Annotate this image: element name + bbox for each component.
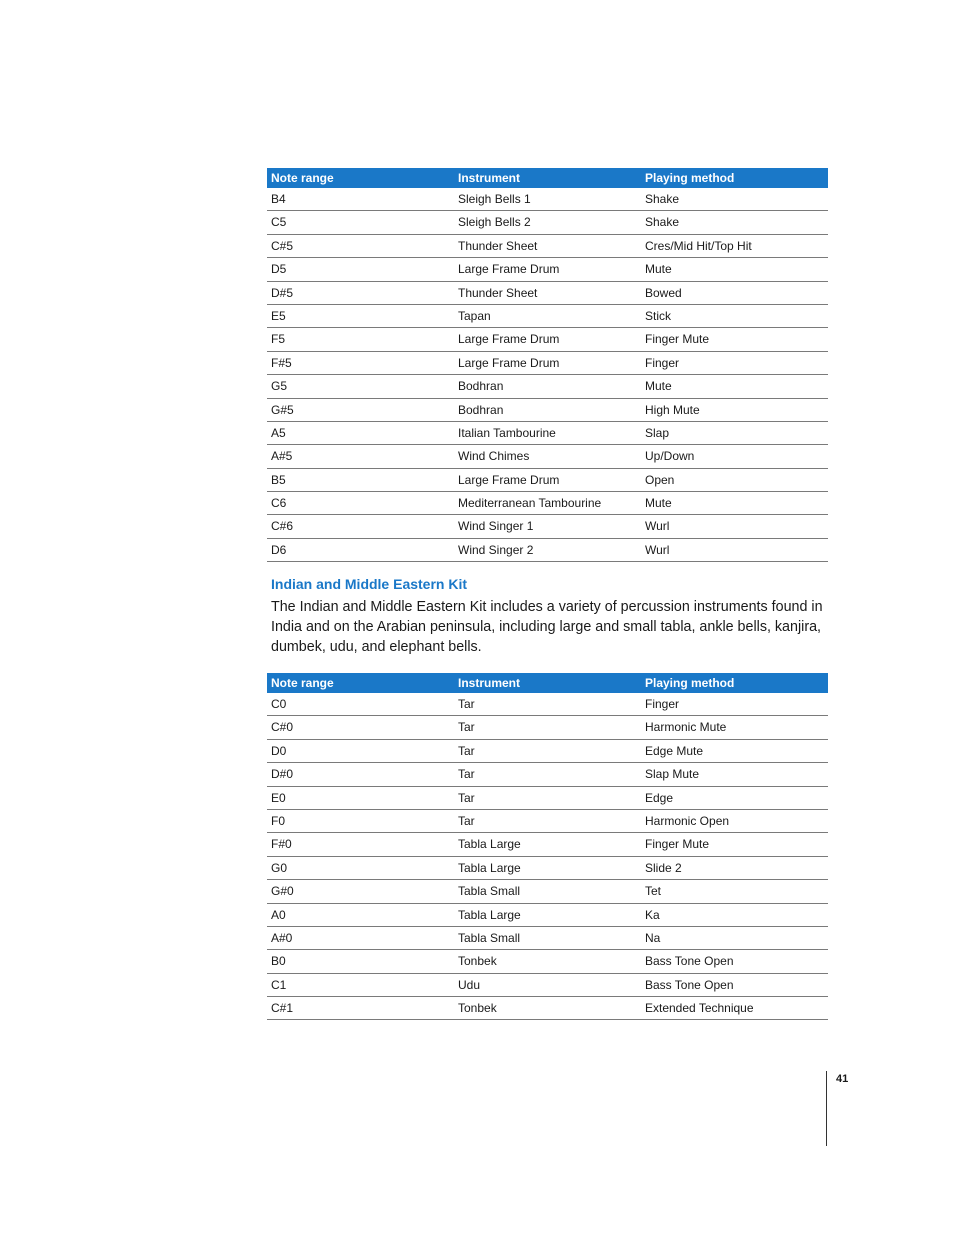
cell-instrument: Thunder Sheet	[458, 285, 538, 300]
table-row	[267, 880, 828, 903]
table-row	[267, 469, 828, 492]
cell-note-range: G0	[271, 860, 288, 875]
page-rule	[826, 1071, 827, 1146]
cell-instrument: Bodhran	[458, 379, 504, 394]
table-header	[267, 168, 828, 188]
cell-note-range: A#0	[271, 930, 293, 945]
cell-instrument: Wind Chimes	[458, 449, 530, 464]
cell-instrument: Tapan	[458, 308, 491, 323]
page-number: 41	[836, 1073, 849, 1085]
table-row	[267, 950, 828, 973]
cell-note-range: C0	[271, 697, 287, 711]
table-row	[267, 810, 828, 833]
cell-note-range: G#0	[271, 884, 294, 899]
cell-playing-method: Slap Mute	[645, 767, 700, 782]
cell-instrument: Large Frame Drum	[458, 262, 560, 277]
cell-note-range: C1	[271, 977, 287, 992]
cell-note-range: G5	[271, 379, 288, 394]
table-row	[267, 445, 828, 468]
header-instrument: Instrument	[458, 171, 521, 185]
table-row	[267, 328, 828, 351]
header-instrument: Instrument	[458, 676, 521, 690]
table-row	[267, 282, 828, 305]
cell-note-range: F#5	[271, 355, 292, 370]
table-row	[267, 857, 828, 880]
table-header	[267, 673, 828, 693]
cell-playing-method: Bass Tone Open	[645, 977, 734, 992]
table-row	[267, 188, 828, 211]
table-row	[267, 515, 828, 538]
note-table-1	[267, 168, 828, 562]
header-note-range: Note range	[271, 676, 334, 690]
cell-playing-method: Mute	[645, 379, 672, 394]
cell-playing-method: Slide 2	[645, 860, 682, 875]
cell-instrument: Large Frame Drum	[458, 472, 560, 487]
cell-playing-method: Wurl	[645, 542, 670, 557]
table-row	[267, 927, 828, 950]
section-body: The Indian and Middle Eastern Kit includes a variety of percussion instruments found in India and on the Arabian peninsula, including large and small tabla, ankle bells, kanjira, dumbek, udu, and elephant bells.	[271, 599, 823, 655]
header-playing-method: Playing method	[645, 171, 735, 185]
cell-playing-method: Stick	[645, 308, 672, 323]
cell-note-range: E5	[271, 308, 286, 323]
cell-note-range: D#0	[271, 767, 294, 782]
cell-playing-method: Shake	[645, 192, 680, 206]
cell-playing-method: Mute	[645, 262, 672, 277]
table-row	[267, 904, 828, 927]
cell-playing-method: Extended Technique	[645, 1001, 754, 1016]
cell-playing-method: Tet	[645, 884, 662, 899]
table-row	[267, 997, 828, 1020]
cell-instrument: Tar	[458, 720, 475, 735]
cell-instrument: Tar	[458, 813, 475, 828]
cell-instrument: Tar	[458, 767, 475, 782]
table-row	[267, 716, 828, 739]
cell-instrument: Large Frame Drum	[458, 332, 560, 347]
table-row	[267, 375, 828, 398]
cell-instrument: Sleigh Bells 2	[458, 215, 531, 230]
table-row	[267, 258, 828, 281]
cell-note-range: B0	[271, 954, 286, 969]
cell-instrument: Thunder Sheet	[458, 238, 538, 253]
table-row	[267, 763, 828, 786]
section-heading: Indian and Middle Eastern Kit	[271, 576, 468, 592]
cell-instrument: Tabla Small	[458, 930, 521, 945]
cell-note-range: C5	[271, 215, 287, 230]
cell-instrument: Tabla Small	[458, 884, 521, 899]
cell-instrument: Sleigh Bells 1	[458, 192, 531, 206]
cell-playing-method: Open	[645, 472, 675, 487]
cell-playing-method: Mute	[645, 496, 672, 511]
header-playing-method: Playing method	[645, 676, 735, 690]
cell-instrument: Tar	[458, 743, 475, 758]
header-note-range: Note range	[271, 171, 334, 185]
cell-note-range: A#5	[271, 449, 293, 464]
cell-playing-method: Wurl	[645, 519, 670, 534]
table-row	[267, 399, 828, 422]
cell-playing-method: Na	[645, 930, 661, 945]
cell-playing-method: Harmonic Mute	[645, 720, 727, 735]
cell-playing-method: Harmonic Open	[645, 813, 730, 828]
table-row	[267, 211, 828, 234]
cell-instrument: Tabla Large	[458, 837, 521, 852]
cell-playing-method: Up/Down	[645, 449, 695, 464]
cell-instrument: Large Frame Drum	[458, 355, 560, 370]
table-row	[267, 833, 828, 856]
cell-instrument: Mediterranean Tambourine	[458, 496, 602, 511]
cell-instrument: Wind Singer 1	[458, 519, 534, 534]
cell-note-range: E0	[271, 790, 286, 805]
cell-instrument: Tabla Large	[458, 860, 521, 875]
cell-playing-method: Cres/Mid Hit/Top Hit	[645, 238, 752, 253]
table-row	[267, 422, 828, 445]
table-row	[267, 235, 828, 258]
cell-playing-method: Shake	[645, 215, 680, 230]
cell-instrument: Tar	[458, 790, 475, 805]
table-row	[267, 492, 828, 515]
cell-playing-method: Bass Tone Open	[645, 954, 734, 969]
cell-note-range: D6	[271, 542, 287, 557]
table-row	[267, 787, 828, 810]
table-row	[267, 693, 828, 716]
cell-instrument: Italian Tambourine	[458, 425, 556, 440]
cell-note-range: D0	[271, 743, 287, 758]
cell-playing-method: Edge Mute	[645, 743, 704, 758]
cell-note-range: C#0	[271, 720, 294, 735]
table-row	[267, 539, 828, 562]
table-row	[267, 740, 828, 763]
table-row	[267, 974, 828, 997]
cell-playing-method: Bowed	[645, 285, 682, 300]
table-row	[267, 352, 828, 375]
cell-playing-method: High Mute	[645, 402, 700, 417]
cell-playing-method: Slap	[645, 425, 670, 440]
cell-note-range: B4	[271, 192, 286, 206]
cell-note-range: D#5	[271, 285, 294, 300]
cell-note-range: C#1	[271, 1001, 294, 1016]
cell-playing-method: Finger Mute	[645, 332, 710, 347]
cell-note-range: C#6	[271, 519, 294, 534]
cell-note-range: D5	[271, 262, 287, 277]
cell-note-range: B5	[271, 472, 286, 487]
cell-playing-method: Finger	[645, 697, 680, 711]
table-body	[267, 188, 828, 562]
cell-note-range: F5	[271, 332, 286, 347]
cell-playing-method: Edge	[645, 790, 674, 805]
cell-instrument: Tar	[458, 697, 475, 711]
cell-playing-method: Finger	[645, 355, 680, 370]
cell-note-range: F#0	[271, 837, 292, 852]
cell-instrument: Tonbek	[458, 954, 497, 969]
cell-note-range: A5	[271, 425, 286, 440]
table-row	[267, 305, 828, 328]
note-table-2	[267, 673, 828, 1020]
cell-instrument: Udu	[458, 977, 481, 992]
cell-note-range: A0	[271, 907, 286, 922]
cell-playing-method: Ka	[645, 907, 660, 922]
cell-note-range: C6	[271, 496, 287, 511]
cell-instrument: Bodhran	[458, 402, 504, 417]
cell-playing-method: Finger Mute	[645, 837, 710, 852]
table-body	[267, 693, 828, 1020]
cell-instrument: Tonbek	[458, 1001, 497, 1016]
cell-note-range: C#5	[271, 238, 294, 253]
cell-note-range: G#5	[271, 402, 294, 417]
cell-note-range: F0	[271, 813, 286, 828]
cell-instrument: Tabla Large	[458, 907, 521, 922]
cell-instrument: Wind Singer 2	[458, 542, 534, 557]
